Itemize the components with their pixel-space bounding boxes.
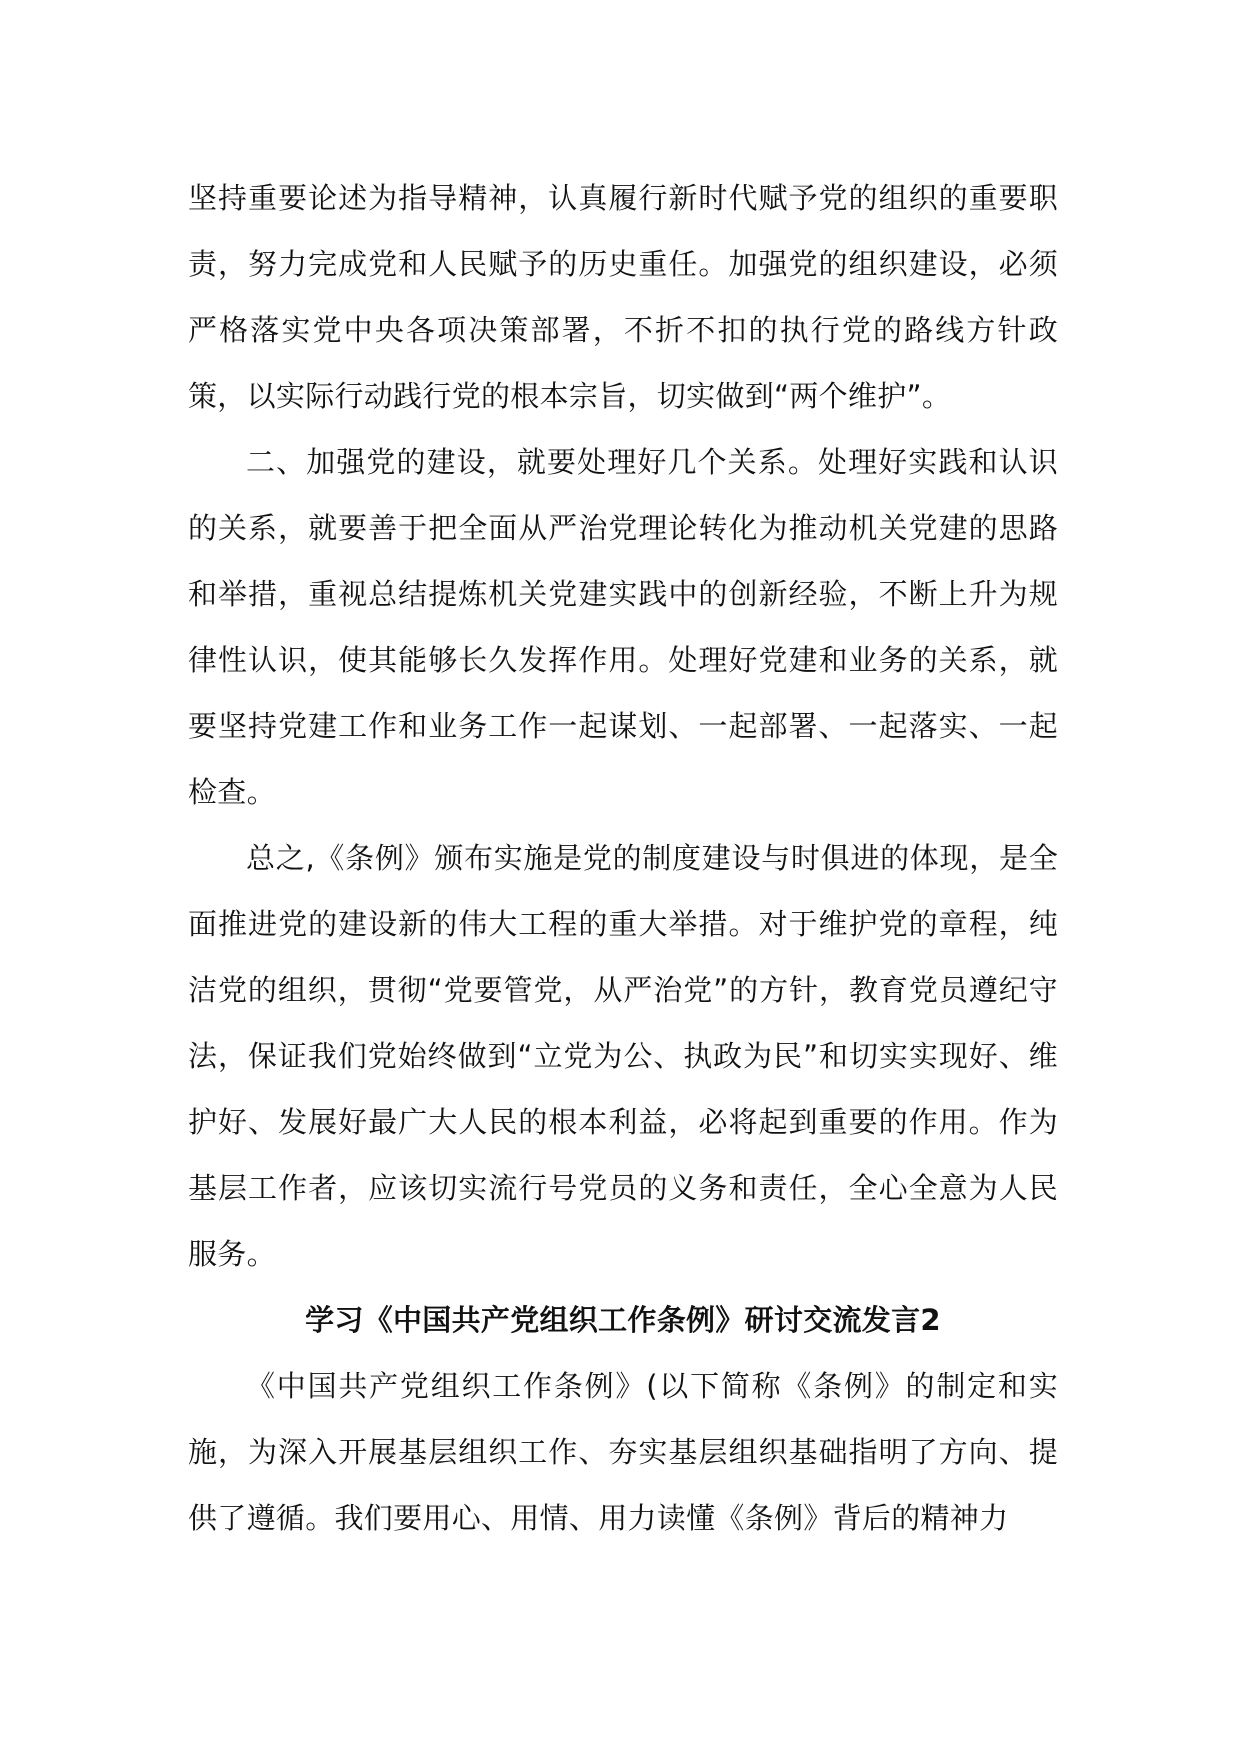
- body-paragraph-1: 坚持重要论述为指导精神，认真履行新时代赋予党的组织的重要职责，努力完成党和人民赋予的历史重任。加强党的组织建设，必须严格落实党中央各项决策部署，不折不扣的执行党的路线方针政策，以实际行动践行党的根本宗旨，切实做到“两个维护”。: [188, 181, 1058, 413]
- section-heading: 学习《中国共产党组织工作条例》研讨交流发言2: [305, 1303, 941, 1337]
- body-paragraph-3: 总之,《条例》颁布实施是党的制度建设与时俱进的体现，是全面推进党的建设新的伟大工程的重大举措。对于维护党的章程，纯洁党的组织，贯彻“党要管党，从严治党”的方针，教育党员遵纪守法，保证我们党始终做到“立党为公、执政为民”和切实实现好、维护好、发展好最广大人民的根本利益，必将起到重要的作用。作为基层工作者，应该切实流行号党员的义务和责任，全心全意为人民服务。: [188, 841, 1058, 1271]
- document-body: [188, 165, 1058, 1551]
- section-paragraph: 《中国共产党组织工作条例》(以下简称《条例》的制定和实施，为深入开展基层组织工作、夯实基层组织基础指明了方向、提供了遵循。我们要用心、用情、用力读懂《条例》背后的精神力: [188, 1369, 1058, 1535]
- body-paragraph-2: 二、加强党的建设，就要处理好几个关系。处理好实践和认识的关系，就要善于把全面从严治党理论转化为推动机关党建的思路和举措，重视总结提炼机关党建实践中的创新经验，不断上升为规律性认识，使其能够长久发挥作用。处理好党建和业务的关系，就要坚持党建工作和业务工作一起谋划、一起部署、一起落实、一起检查。: [188, 445, 1058, 809]
